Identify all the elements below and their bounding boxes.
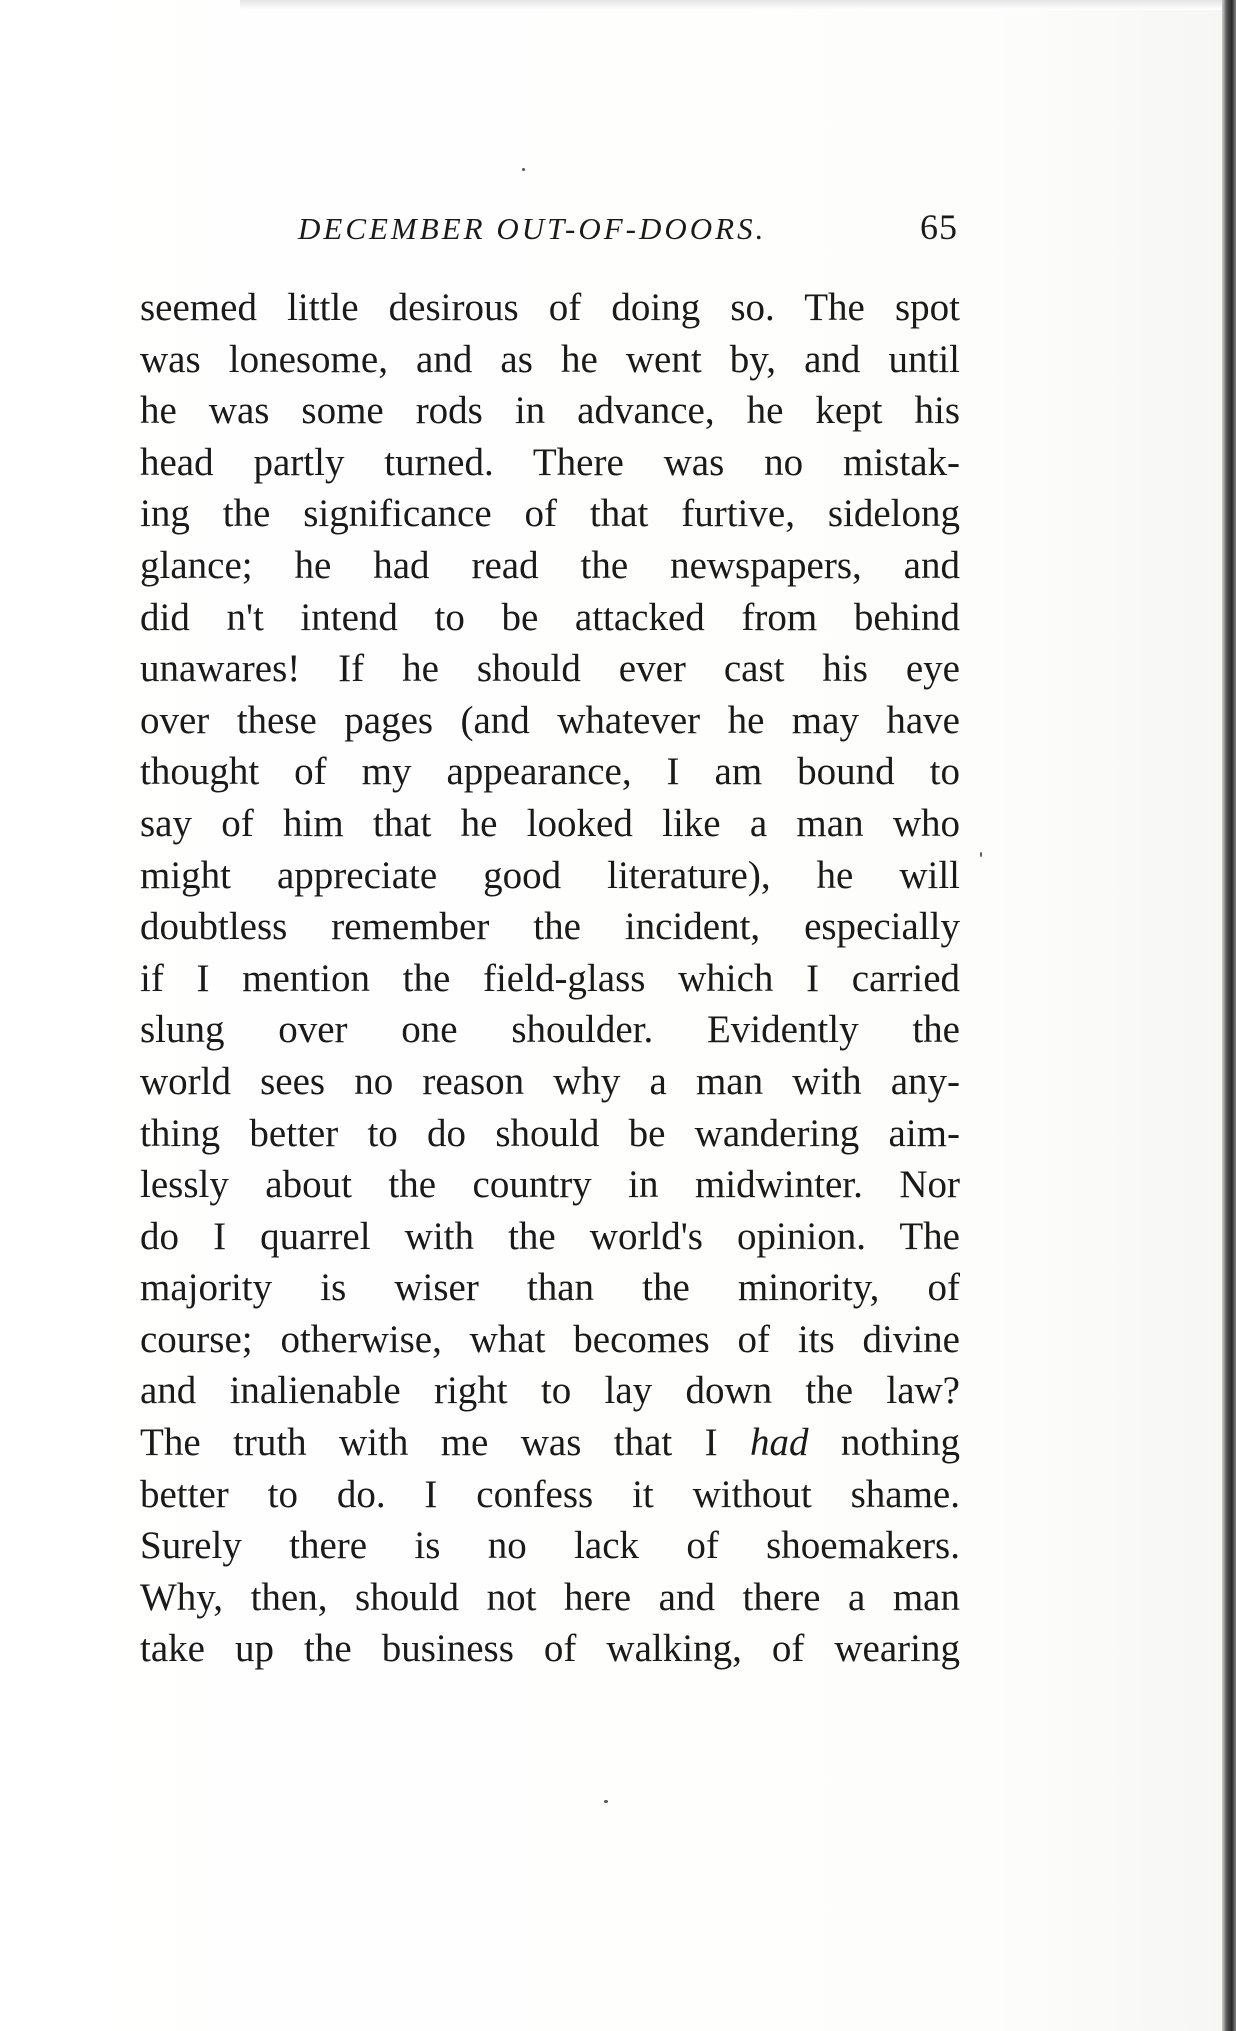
text-line: Why, then, should not here and there a man [140, 1575, 960, 1619]
page-number: 65 [920, 207, 958, 247]
text-line: might appreciate good literature), he will [140, 853, 960, 897]
text-line: head partly turned. There was no mistak- [140, 440, 960, 484]
text-line: say of him that he looked like a man who [140, 801, 960, 845]
text-line: lessly about the country in midwinter. Nor [140, 1163, 960, 1207]
text-line: world sees no reason why a man with any- [140, 1059, 960, 1103]
text-line: slung over one shoulder. Evidently the [140, 1008, 960, 1052]
text-line: was lonesome, and as he went by, and until [140, 337, 960, 381]
text-line: thing better to do should be wandering aim- [140, 1111, 960, 1155]
page-binding-edge [1222, 0, 1236, 2031]
text-line: seemed little desirous of doing so. The spot [140, 286, 960, 329]
text-line: if I mention the field-glass which I carried [140, 956, 960, 1000]
text-line: better to do. I confess it without shame. [140, 1472, 960, 1516]
text-line: he was some rods in advance, he kept his [140, 389, 960, 433]
text-line: majority is wiser than the minority, of [140, 1266, 960, 1310]
text-line: over these pages (and whatever he may have [140, 698, 960, 742]
text-line: and inalienable right to lay down the law? [140, 1369, 960, 1413]
page-top-shadow [240, 0, 1236, 10]
running-title: DECEMBER OUT-OF-DOORS. [298, 211, 767, 246]
text-line: thought of my appearance, I am bound to [140, 750, 960, 794]
text-line: do I quarrel with the world's opinion. The [140, 1214, 960, 1258]
text-line: glance; he had read the newspapers, and [140, 543, 960, 587]
text-line: did n't intend to be attacked from behind [140, 595, 960, 639]
scan-speck [604, 1800, 608, 1803]
text-line: The truth with me was that I had nothing [140, 1421, 960, 1465]
text-line: doubtless remember the incident, especially [140, 905, 960, 949]
scan-speck [980, 852, 982, 857]
text-line: Surely there is no lack of shoemakers. [140, 1524, 960, 1568]
page-header [298, 206, 958, 262]
text-line: take up the business of walking, of wearing [140, 1627, 960, 1671]
text-line: unawares! If he should ever cast his eye [140, 647, 960, 691]
body-text [140, 282, 960, 1675]
text-line: ing the significance of that furtive, sidelong [140, 492, 960, 536]
text-line: course; otherwise, what becomes of its divine [140, 1317, 960, 1361]
scan-speck [522, 168, 525, 171]
